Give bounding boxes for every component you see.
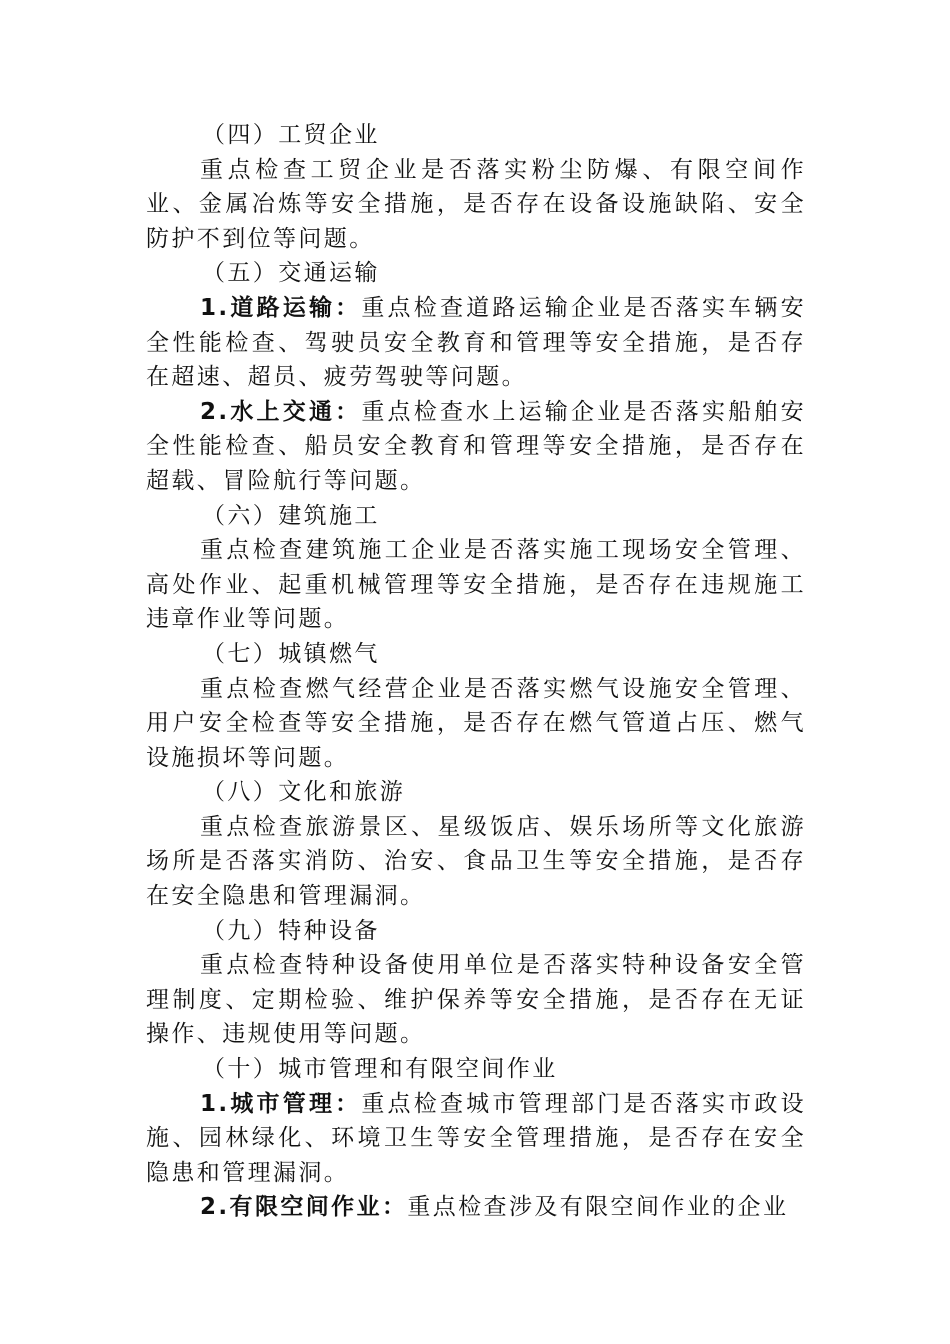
- document-page: [146, 118, 806, 1225]
- road-transport-paragraph: [146, 291, 806, 395]
- section-heading-10: （十）城市管理和有限空间作业: [202, 1056, 558, 1083]
- confined-space-label: 2.有限空间作业：: [200, 1194, 408, 1221]
- city-management-text: 重点检查城市管理部门是否落实市政设施、园林绿化、环境卫生等安全管理措施，是否存在安全隐患和管理漏洞。: [146, 1090, 806, 1186]
- section-body-9: 重点检查特种设备使用单位是否落实特种设备安全管理制度、定期检验、维护保养等安全措施，是否存在无证操作、违规使用等问题。: [146, 952, 806, 1048]
- section-heading-5: （五）交通运输: [202, 260, 380, 287]
- city-management-paragraph: [146, 1087, 806, 1191]
- water-transport-paragraph: [146, 395, 806, 499]
- section-heading-6: （六）建筑施工: [202, 502, 380, 529]
- section-body-7: 重点检查燃气经营企业是否落实燃气设施安全管理、用户安全检查等安全措施，是否存在燃气管道占压、燃气设施损坏等问题。: [146, 675, 806, 771]
- water-transport-label: 2.水上交通：: [200, 398, 362, 425]
- road-transport-text: 重点检查道路运输企业是否落实车辆安全性能检查、驾驶员安全教育和管理等安全措施，是否存在超速、超员、疲劳驾驶等问题。: [146, 294, 806, 391]
- section-heading-9: （九）特种设备: [202, 917, 380, 944]
- city-management-label: 1.城市管理：: [200, 1090, 362, 1117]
- confined-space-paragraph: [146, 1190, 806, 1225]
- section-body-8: 重点检查旅游景区、星级饭店、娱乐场所等文化旅游场所是否落实消防、治安、食品卫生等安全措施，是否存在安全隐患和管理漏洞。: [146, 813, 806, 910]
- section-body-6: 重点检查建筑施工企业是否落实施工现场安全管理、高处作业、起重机械管理等安全措施，是否存在违规施工违章作业等问题。: [146, 537, 806, 633]
- section-body-4: 重点检查工贸企业是否落实粉尘防爆、有限空间作业、金属冶炼等安全措施，是否存在设备设施缺陷、安全防护不到位等问题。: [146, 156, 806, 252]
- section-heading-7: （七）城镇燃气: [202, 640, 380, 667]
- road-transport-label: 1.道路运输：: [200, 294, 362, 321]
- water-transport-text: 重点检查水上运输企业是否落实船舶安全性能检查、船员安全教育和管理等安全措施，是否存在超载、冒险航行等问题。: [146, 398, 806, 494]
- section-heading-8: （八）文化和旅游: [202, 779, 406, 806]
- section-heading-4: （四）工贸企业: [202, 122, 380, 148]
- confined-space-text: 重点检查涉及有限空间作业的企业: [407, 1194, 789, 1221]
